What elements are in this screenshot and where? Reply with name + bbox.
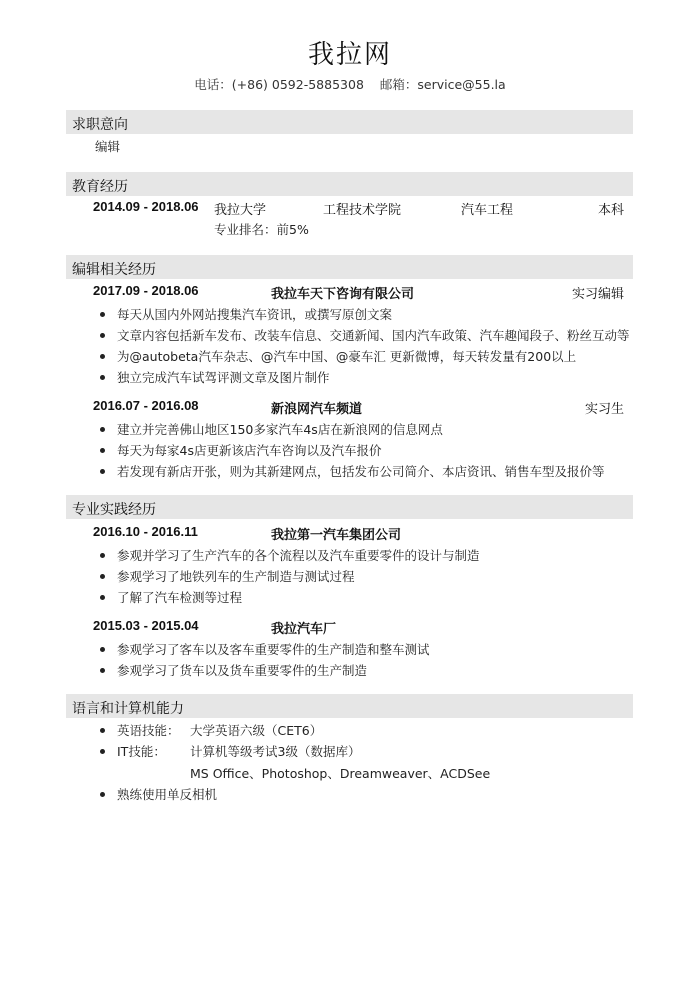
objective-value: 编辑 bbox=[95, 139, 121, 154]
section-work bbox=[66, 255, 633, 279]
bullet-icon bbox=[100, 749, 105, 754]
bullet-icon bbox=[100, 448, 105, 453]
english-skill-label: 英语技能： bbox=[117, 723, 180, 738]
contact-line bbox=[0, 75, 700, 93]
email-text: 邮箱：service@55.la bbox=[379, 77, 506, 92]
job-date: 2017.09 - 2018.06 bbox=[93, 283, 199, 298]
bullet-icon bbox=[100, 469, 105, 474]
bullet-icon bbox=[100, 375, 105, 380]
list-item-text: 参观并学习了生产汽车的各个流程以及汽车重要零件的设计与制造 bbox=[117, 548, 480, 563]
list-item bbox=[100, 588, 620, 606]
section-title-objective: 求职意向 bbox=[72, 117, 128, 133]
list-item-text: 若发现有新店开张，则为其新建网点，包括发布公司简介、本店资讯、销售车型及报价等 bbox=[117, 464, 605, 479]
practice-date: 2015.03 - 2015.04 bbox=[93, 618, 199, 633]
bullet-icon bbox=[100, 728, 105, 733]
list-item-text: 独立完成汽车试驾评测文章及图片制作 bbox=[117, 370, 330, 385]
list-item bbox=[100, 721, 620, 739]
education-college: 工程技术学院 bbox=[323, 203, 402, 218]
practice-company: 我拉第一汽车集团公司 bbox=[271, 528, 402, 543]
list-item bbox=[100, 326, 630, 344]
section-objective bbox=[66, 110, 633, 134]
list-item-text: 熟练使用单反相机 bbox=[117, 787, 218, 802]
job-role: 实习编辑 bbox=[571, 287, 624, 302]
education-rank: 专业排名：前5% bbox=[214, 222, 309, 237]
it-skill-label: IT技能： bbox=[117, 744, 166, 759]
list-item bbox=[100, 305, 620, 323]
list-item-text: 为@autobeta汽车杂志、@汽车中国、@豪车汇 更新微博，每天转发量有200以上 bbox=[117, 349, 577, 364]
education-date: 2014.09 - 2018.06 bbox=[93, 199, 199, 214]
job-company: 新浪网汽车频道 bbox=[271, 402, 363, 417]
job-role: 实习生 bbox=[584, 402, 624, 417]
list-item-text: 每天从国内外网站搜集汽车资讯，或撰写原创文案 bbox=[117, 307, 393, 322]
practice-date: 2016.10 - 2016.11 bbox=[93, 524, 198, 539]
job-date: 2016.07 - 2016.08 bbox=[93, 398, 199, 413]
education-major: 汽车工程 bbox=[461, 203, 514, 218]
list-item bbox=[100, 567, 620, 585]
bullet-icon bbox=[100, 333, 105, 338]
english-skill-value: 大学英语六级（CET6） bbox=[190, 723, 323, 738]
list-item-text: 文章内容包括新车发布、改装车信息、交通新闻、国内汽车政策、汽车趣闻段子、粉丝互动等 bbox=[117, 328, 630, 343]
list-item bbox=[100, 462, 620, 480]
education-school: 我拉大学 bbox=[214, 203, 267, 218]
section-title-work: 编辑相关经历 bbox=[72, 262, 156, 278]
section-education bbox=[66, 172, 633, 196]
list-item bbox=[100, 785, 620, 803]
bullet-icon bbox=[100, 595, 105, 600]
list-item bbox=[100, 441, 620, 459]
education-degree: 本科 bbox=[597, 203, 624, 218]
list-item-text: 建立并完善佛山地区150多家汽车4s店在新浪网的信息网点 bbox=[117, 422, 443, 437]
it-skill-software: MS Office、Photoshop、Dreamweaver、ACDSee bbox=[190, 766, 491, 781]
bullet-icon bbox=[100, 427, 105, 432]
section-practice bbox=[66, 495, 633, 519]
bullet-icon bbox=[100, 647, 105, 652]
list-item-text: 参观学习了货车以及货车重要零件的生产制造 bbox=[117, 663, 368, 678]
section-title-skills: 语言和计算机能力 bbox=[72, 701, 184, 717]
list-item bbox=[100, 661, 620, 679]
list-item-text: 每天为每家4s店更新该店汽车咨询以及汽车报价 bbox=[117, 443, 382, 458]
bullet-icon bbox=[100, 354, 105, 359]
list-item bbox=[100, 420, 620, 438]
it-skill-value: 计算机等级考试3级（数据库） bbox=[190, 744, 361, 759]
section-title-practice: 专业实践经历 bbox=[72, 502, 156, 518]
list-item-text: 了解了汽车检测等过程 bbox=[117, 590, 243, 605]
bullet-icon bbox=[100, 553, 105, 558]
list-item-text: 参观学习了客车以及客车重要零件的生产制造和整车测试 bbox=[117, 642, 430, 657]
section-title-education: 教育经历 bbox=[72, 179, 128, 195]
bullet-icon bbox=[100, 668, 105, 673]
list-item bbox=[100, 347, 620, 365]
bullet-icon bbox=[100, 574, 105, 579]
list-item bbox=[100, 546, 620, 564]
list-item bbox=[100, 368, 620, 386]
practice-company: 我拉汽车厂 bbox=[271, 622, 337, 637]
bullet-icon bbox=[100, 792, 105, 797]
list-item-text: 参观学习了地铁列车的生产制造与测试过程 bbox=[117, 569, 355, 584]
section-skills bbox=[66, 694, 633, 718]
resume-name: 我拉网 bbox=[307, 40, 392, 70]
list-item bbox=[100, 640, 620, 658]
bullet-icon bbox=[100, 312, 105, 317]
phone-text: 电话：(+86) 0592-5885308 bbox=[194, 77, 364, 92]
job-company: 我拉车天下咨询有限公司 bbox=[271, 287, 415, 302]
